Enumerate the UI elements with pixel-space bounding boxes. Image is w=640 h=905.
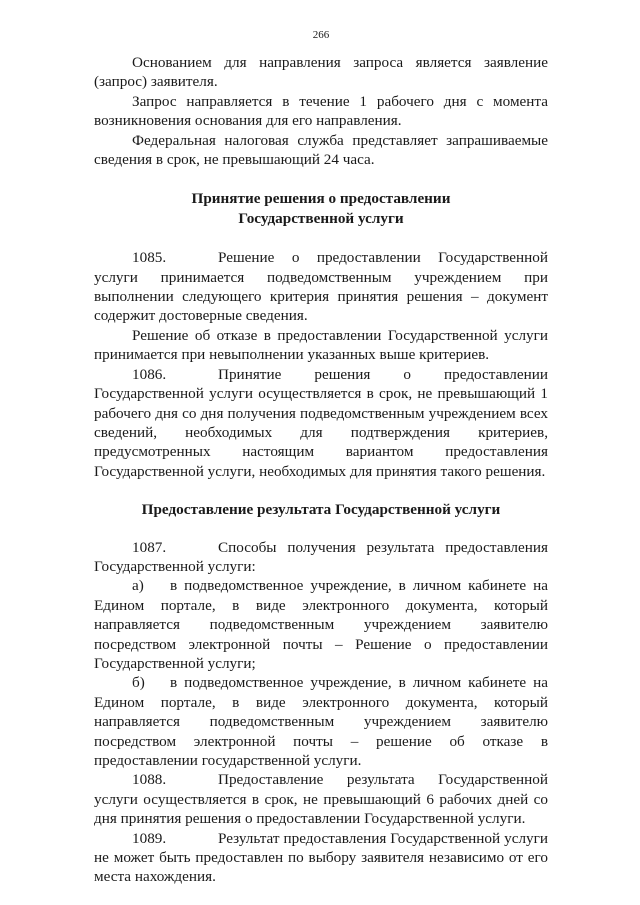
paragraph-text: Способы получения результата предоставления Государственной услуги: [94,538,548,575]
paragraph-refusal: Решение об отказе в предоставлении Государственной услуги принимается при невыполнении указанных выше критериев. [94,326,548,364]
paragraph-tax-service: Федеральная налоговая служба представляет запрашиваемые сведения в срок, не превышающий 24 часа. [94,131,548,169]
paragraph-number: 1085. [132,249,167,267]
list-item-b [94,673,548,770]
paragraph-request-timing: Запрос направляется в течение 1 рабочего дня с момента возникновения основания для его направления. [94,92,548,130]
paragraph-1088 [94,770,548,828]
section-heading-decision: Принятие решения о предоставлении Государственной услуги [191,190,451,227]
paragraph-1089 [94,829,548,887]
paragraph-text: Решение о предоставлении Государственной услуги принимается подведомственным учреждением при выполнении следующего критерия принятия решения – документ содержит достоверные сведения. [94,249,548,325]
paragraph-text: Результат предоставления Государственной услуги не может быть предоставлен по выбору заявителя независимо от его места нахождения. [94,829,548,886]
paragraph-request-basis: Основанием для направления запроса является заявление (запрос) заявителя. [94,54,548,91]
paragraph-1086 [94,365,548,481]
list-letter: а) [132,577,144,595]
list-item-text: в подведомственное учреждение, в личном кабинете на Едином портале, в виде электронного документа, который направляется подведомственным учреждением заявителю посредством электронной почты – Решение о предоставлении Государственной услуги; [94,577,548,672]
section-heading-result: Предоставление результата Государственной услуги [141,501,501,519]
page-number: 266 [312,29,330,41]
paragraph-1085 [94,248,548,326]
list-letter: б) [132,674,145,692]
list-item-text: в подведомственное учреждение, в личном кабинете на Едином портале, в виде электронного документа, который направляется подведомственным учреждением заявителю посредством электронной почты – решение об отказе в предоставлении государственной услуги. [94,674,548,769]
list-item-a [94,576,548,673]
paragraph-number: 1089. [132,829,167,847]
paragraph-text: Предоставление результата Государственной услуги осуществляется в срок, не превышающий 6 рабочих дней со дня принятия решения о предоставлении Государственной услуги. [94,771,548,828]
paragraph-text: Принятие решения о предоставлении Государственной услуги осуществляется в срок, не превышающий 1 рабочего дня со дня получения подведомственным учреждением всех сведений, необходимых для подтверждения критериев, предусмотренных настоящим вариантом предоставления Государственной услуги, необходимых для принятия такого решения. [94,365,548,480]
paragraph-1087 [94,538,548,577]
paragraph-number: 1088. [132,771,167,789]
paragraph-number: 1087. [132,538,167,556]
paragraph-number: 1086. [132,365,167,383]
